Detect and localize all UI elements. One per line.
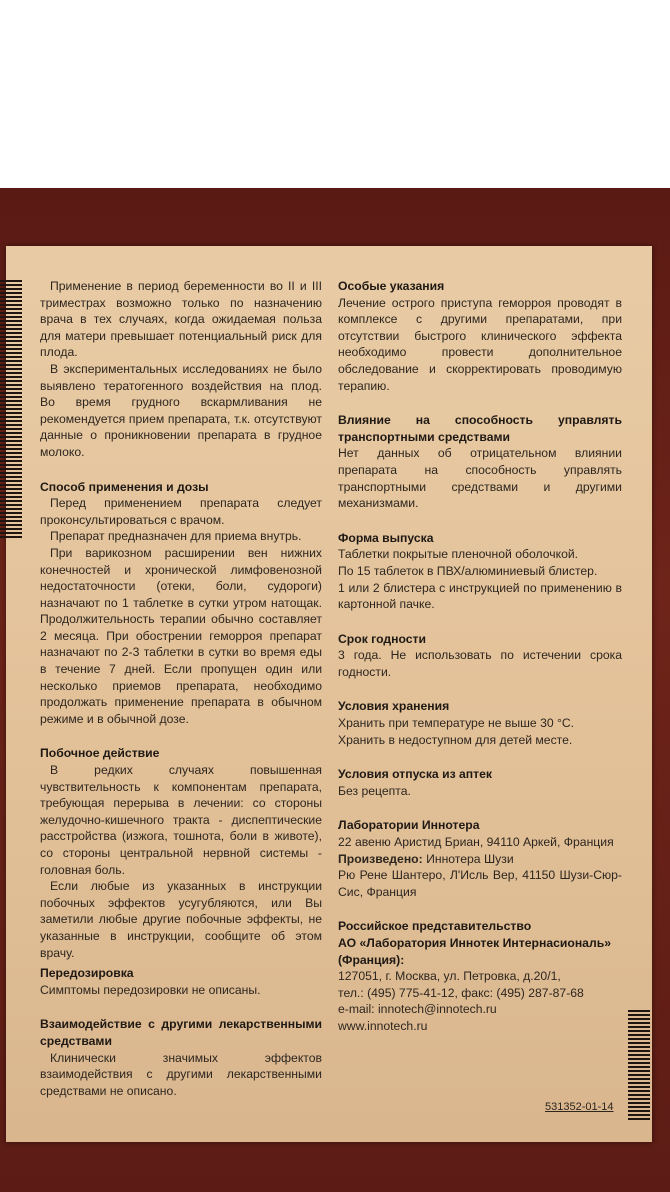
overdose-title: Передозировка [40,966,134,981]
form-line-3: 1 или 2 блистера с инструкцией по применению в картонной пачке. [338,580,622,612]
pregnancy-paragraph-1: Применение в период беременности во II и III триместрах возможно только по назначению врача в тех случаях, когда ожидаемая польза для матери превышает потенциальный риск для плода. [40,279,322,360]
produced-address: Рю Рене Шантеро, Л'Исль Вер, 41150 Шузи-Сюр-Сис, Франция [338,868,622,899]
driving-title: Влияние на способность управлять транспортными средствами [338,413,622,444]
pharma-barcode-left [0,280,22,540]
produced-value: Иннотера Шузи [422,851,514,866]
shelf-life-title: Срок годности [338,631,426,646]
pregnancy-section [40,278,322,461]
dosage-paragraph-2: Препарат предназначен для приема внутрь. [50,529,302,544]
dosage-paragraph-3: При варикозном расширении вен нижних конечностей и хронической лимфовенозной недостаточности (отеки, боли, судороги) назначают по 1 таблетке в сутки утром натощак. Продолжительность терапии обычно составляет 2 месяца. При обострении геморроя препарат назначают по 2-3 таблетки в сутки во время еды в течение 7 дней. Если пропущен один или несколько приемов препарата, необходимо продолжать применение препарата в обычном режиме и в обычной дозе. [40,545,322,726]
manufacturer-address: 22 авеню Аристид Бриан, 94110 Аркей, Франция [338,835,614,850]
special-section [338,278,622,394]
side-effects-section [40,745,322,961]
pregnancy-paragraph-2: В экспериментальных исследованиях не было выявлено тератогенного воздействия на плод. Во время грудного вскармливания не рекомендуется прием препарата, т.к. отсутствуют данные о проникновении препарата в грудное молоко. [40,361,322,459]
interaction-title: Взаимодействие с другими лекарственными средствами [40,1017,322,1048]
representative-phone: тел.: (495) 775-41-12, факс: (495) 287-87-68 [338,985,584,1000]
left-column [40,278,322,1117]
document-code: 531352-01-14 [545,1101,614,1113]
side-effects-paragraph-2: Если любые из указанных в инструкции побочных эффектов усугубляются, или Вы заметили любые другие побочные эффекты, не указанные в инструкции, сообщите об этом врачу. [40,879,322,960]
form-section [338,530,622,613]
produced-line [338,851,622,868]
right-column [338,278,622,1053]
storage-title: Условия хранения [338,699,450,714]
representative-section [338,918,622,1034]
representative-title: Российское представительство [338,919,532,934]
dispensing-title: Условия отпуска из аптек [338,767,493,782]
manufacturer-section [338,817,622,900]
driving-text: Нет данных об отрицательном влиянии препарата на способность управлять транспортными средствами и другими механизмами. [338,446,622,511]
representative-address: 127051, г. Москва, ул. Петровка, д.20/1, [338,969,561,984]
overdose-section [40,965,322,998]
interaction-section [40,1016,322,1099]
storage-line-2: Хранить в недоступном для детей месте. [338,732,573,747]
dispensing-text: Без рецепта. [338,783,411,798]
interaction-text: Клинически значимых эффектов взаимодействия с другими лекарственными средствами не описано. [40,1050,322,1098]
storage-section [338,698,622,748]
shelf-life-section [338,631,622,681]
representative-company: АО «Лаборатория Иннотек Интернасиональ» (Франция): [338,936,611,967]
form-line-1: Таблетки покрытые пленочной оболочкой. [338,547,579,562]
representative-web: www.innotech.ru [338,1018,428,1033]
special-title: Особые указания [338,279,445,293]
manufacturer-title: Лаборатории Иннотера [338,818,480,833]
storage-line-1: Хранить при температуре не выше 30 °С. [338,716,575,731]
side-effects-title: Побочное действие [40,746,160,761]
special-text: Лечение острого приступа геморроя проводят в комплексе с другими препаратами, при отсутствии быстрого клинического эффекта необходимо провести дополнительное обследование и скорректировать проводимую терапию. [338,295,622,393]
shelf-life-text: 3 года. Не использовать по истечении срока годности. [338,648,622,679]
side-effects-paragraph-1: В редких случаях повышенная чувствительность к компонентам препарата, требующая перерыва в лечении: со стороны желудочно-кишечного тракта - диспептические расстройства (изжога, тошнота, боли в животе), со стороны центральной нервной системы - головная боль. [40,763,322,877]
representative-email: e-mail: innotech@innotech.ru [338,1002,497,1017]
driving-section [338,412,622,512]
overdose-text: Симптомы передозировки не описаны. [40,982,261,997]
dosage-title: Способ применения и дозы [40,479,209,494]
form-title: Форма выпуска [338,530,434,545]
form-line-2: По 15 таблеток в ПВХ/алюминиевый блистер. [338,563,598,578]
dosage-paragraph-1: Перед применением препарата следует проконсультироваться с врачом. [40,496,322,527]
dosage-section [40,479,322,728]
pharma-barcode-right [628,1010,650,1120]
dispensing-section [338,766,622,799]
produced-label: Произведено: [338,851,423,866]
